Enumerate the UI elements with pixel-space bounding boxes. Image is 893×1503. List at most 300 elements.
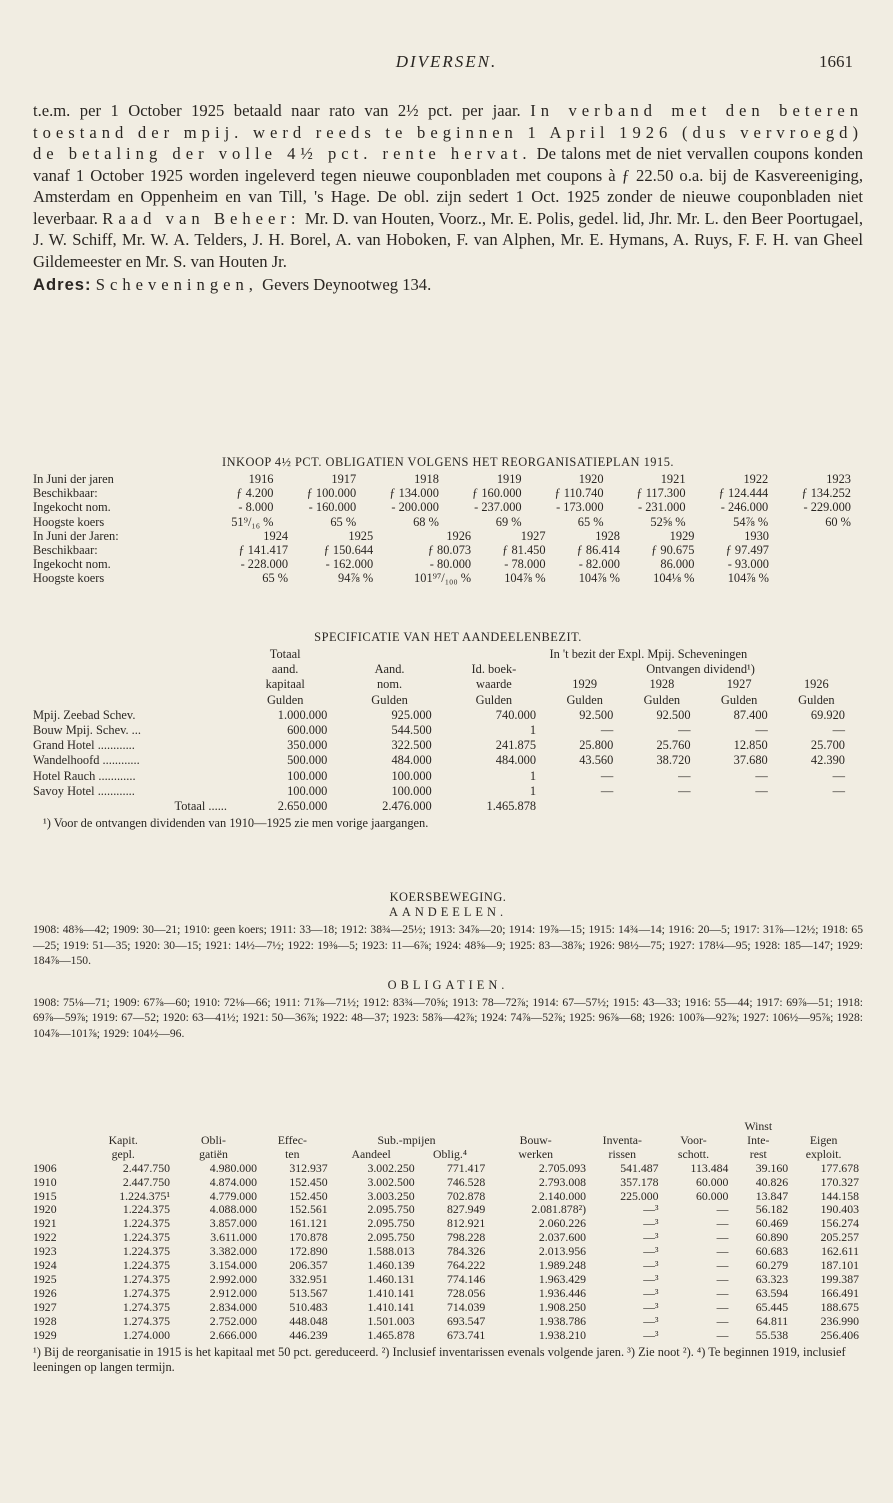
inkoop-table-1 (33, 472, 851, 529)
intro-rest: De talons met de niet vervallen coupons konden vanaf 1 October 1925 worden ingeleverd tegen nieuwe couponbladen met coupons à ƒ 22.50 o.a. bij de Kasvereeniging, Amsterdam en Oppenheim en van Till, 's Hage. De obl. zijn sedert 1 Oct. 1925 zonder de nieuwe couponbladen niet leverbaar. (33, 144, 863, 228)
column-header: gatiën (199, 1146, 228, 1161)
table-cell: 1.410.141 (367, 1299, 415, 1314)
table-cell: 63.323 (755, 1271, 789, 1286)
table-cell: 51⁹/₁₆ % (231, 514, 274, 529)
table-cell: 1 (529, 768, 537, 783)
column-header: Winst (744, 1119, 773, 1133)
table-cell: 448.048 (289, 1313, 328, 1328)
table-cell: ƒ 110.740 (554, 486, 604, 501)
column-header: Aandeel (351, 1146, 391, 1161)
column-header: rest (749, 1146, 767, 1161)
table-cell: 1929 (669, 528, 695, 543)
table-cell: ƒ 134.252 (801, 486, 851, 501)
table-cell: 322.500 (391, 738, 432, 753)
table-cell: 205.257 (820, 1230, 859, 1245)
row-label: Beschikbaar: (33, 543, 98, 558)
table-cell: 312.937 (289, 1160, 328, 1175)
table-cell: 1.936.446 (538, 1285, 587, 1300)
column-header: nom. (376, 677, 403, 692)
table-cell: 1917 (331, 472, 357, 486)
table-cell: 746.528 (446, 1174, 486, 1189)
table-cell: 101⁹⁷/₁₀₀ % (414, 571, 472, 586)
table-cell: 241.875 (495, 738, 537, 753)
table-cell: 1.460.131 (367, 1271, 415, 1286)
table-row (33, 723, 855, 738)
table-cell: 1.938.786 (538, 1313, 587, 1328)
table-row (33, 1190, 859, 1204)
table-cell: 113.484 (690, 1160, 729, 1175)
table-cell: 170.878 (289, 1230, 328, 1245)
column-header (33, 1134, 76, 1148)
table-cell: - 93.000 (727, 557, 769, 572)
table-cell: 1.000.000 (277, 707, 328, 722)
table-cell: 714.039 (446, 1299, 486, 1314)
table-cell: 65 % (330, 514, 357, 529)
column-header: Inventa- (602, 1132, 642, 1147)
table-cell: 812.921 (446, 1216, 486, 1231)
table-cell: — (755, 783, 768, 798)
balans-footnote: ¹) Bij de reorganisatie in 1915 is het kapitaal met 50 pct. gereduceerd. ²) Inclusief inventarissen evenals volgende jaren. ³) Zie noot ²). ⁴) Te beginnen 1919, inclusief leeningen op langen termijn. (33, 1344, 846, 1374)
table-cell: - 160.000 (308, 500, 357, 515)
row-label: Grand Hotel ............ (33, 738, 135, 753)
table-cell: - 228.000 (240, 557, 289, 572)
table-cell: — (716, 1230, 729, 1245)
table-cell: 1.588.013 (367, 1244, 415, 1259)
table-cell: 187.101 (820, 1258, 859, 1273)
table-cell: 64.811 (756, 1313, 789, 1328)
table-cell: 693.547 (446, 1313, 486, 1328)
table-cell: 1921 (660, 472, 686, 486)
inkoop-row (33, 557, 769, 571)
table-cell: 2.447.750 (122, 1160, 170, 1175)
table-cell: 702.878 (446, 1188, 486, 1203)
total-label: Totaal ...... (174, 799, 227, 814)
table-cell: 3.002.500 (367, 1174, 415, 1189)
table-cell: —³ (643, 1230, 659, 1245)
table-cell: 63.594 (755, 1285, 789, 1300)
table-cell: 60.000 (695, 1188, 729, 1203)
table-cell: 1 (529, 783, 537, 798)
table-cell: 2.666.000 (209, 1327, 257, 1342)
row-label: In Juni der jaren (33, 472, 114, 486)
table-cell: 199.387 (820, 1271, 859, 1286)
row-year: 1906 (33, 1160, 57, 1175)
table-cell: 256.406 (820, 1327, 859, 1342)
table-cell: 152.561 (289, 1202, 328, 1217)
column-header: Totaal (269, 647, 301, 661)
spec-section (33, 630, 863, 831)
table-cell: 925.000 (391, 707, 432, 722)
table-cell: 774.146 (446, 1271, 486, 1286)
spec-title: SPECIFICATIE VAN HET AANDEELENBEZIT. (314, 630, 582, 644)
row-label: Savoy Hotel ............ (33, 783, 135, 798)
table-cell: 60 % (825, 514, 851, 529)
table-cell: ƒ 90.675 (651, 543, 695, 558)
table-cell: 1.224.375 (122, 1244, 170, 1259)
table-cell: - 229.000 (803, 500, 851, 515)
row-year: 1925 (33, 1271, 57, 1286)
column-header: kapitaal (265, 677, 305, 692)
table-cell: 1.963.429 (538, 1271, 587, 1286)
row-label: Wandelhoofd ............ (33, 753, 140, 768)
table-cell: 798.228 (446, 1230, 486, 1245)
table-cell: ƒ 97.497 (725, 543, 769, 558)
table-row (33, 1259, 859, 1273)
obligatien-text: 1908: 75⅛—71; 1909: 67⅞—60; 1910: 72⅛—66; 1911: 71⅞—71½; 1912: 83¾—70⅝; 1913: 78—72⅞; 1914: 67—57½; 1915: 43—33; 1916: 55—44; 1917: 69⅞—51; 1918: 69⅞—59⅞; 1919: 67—52; 1920: 63—41½; 1921: 50—36⅞; 1922: 48—37; 1923: 58⅞—42⅞; 1924: 74⅞—52⅞; 1925: 96⅞—68; 1926: 100⅞—92⅞; 1927: 106½—95⅞; 1928: 104⅞—101⅞; 1929: 104½—96. (33, 995, 863, 1040)
column-header: Sub.-mpijen (377, 1132, 436, 1147)
table-cell: — (600, 768, 614, 783)
inkoop-title: INKOOP 4½ PCT. OBLIGATIEN VOLGENS HET REORGANISATIEPLAN 1915. (221, 455, 674, 469)
table-row (33, 1176, 859, 1190)
table-cell: ƒ 150.644 (323, 543, 374, 558)
table-cell: 69.920 (810, 707, 845, 722)
column-header: Gulden (371, 692, 408, 707)
inkoop-section (33, 455, 863, 586)
column-header: 1927 (726, 677, 752, 692)
table-cell: ƒ 160.000 (472, 486, 522, 501)
table-cell: 740.000 (495, 707, 537, 722)
table-cell: 513.567 (289, 1285, 328, 1300)
column-header: Gulden (798, 692, 835, 707)
table-cell: 1928 (595, 528, 620, 543)
table-cell: 104⅛ % (653, 571, 695, 586)
table-row (33, 708, 855, 723)
spec-header-row (33, 662, 855, 677)
column-header: Gulden (720, 692, 758, 707)
balans-header-row (33, 1148, 859, 1162)
adres-city: Scheveningen, (95, 275, 258, 294)
table-cell: 4.980.000 (209, 1160, 257, 1175)
table-cell: ƒ 141.417 (238, 543, 289, 558)
table-cell: 2.095.750 (367, 1230, 415, 1245)
table-cell: 1924 (263, 528, 289, 543)
inkoop-row (33, 500, 851, 514)
table-cell: 1923 (826, 472, 851, 486)
table-cell: 60.469 (755, 1216, 789, 1231)
table-cell: — (716, 1299, 729, 1314)
table-cell: 764.222 (446, 1258, 486, 1273)
table-cell: - 237.000 (474, 500, 522, 515)
table-cell: ƒ 80.073 (427, 543, 472, 558)
table-cell: 12.850 (733, 738, 768, 753)
table-cell: 2.912.000 (209, 1285, 257, 1300)
table-cell: 1.224.375 (122, 1230, 170, 1245)
row-label: Bouw Mpij. Schev. ... (33, 723, 141, 738)
table-cell: — (716, 1313, 729, 1328)
table-cell: 100.000 (391, 783, 432, 798)
table-cell: 25.800 (579, 738, 614, 753)
table-cell: 144.158 (820, 1188, 859, 1203)
row-year: 1929 (33, 1327, 57, 1342)
table-cell: 206.357 (289, 1258, 328, 1273)
balans-header-row (33, 1120, 859, 1134)
table-cell: 2.752.000 (209, 1313, 257, 1328)
table-cell: 172.890 (289, 1244, 328, 1259)
table-row (33, 1301, 859, 1315)
table-cell: ƒ 81.450 (502, 543, 546, 558)
table-cell: — (678, 783, 691, 798)
inkoop-row (33, 543, 769, 557)
column-header: Gulden (266, 692, 304, 707)
table-cell: 37.680 (733, 753, 768, 768)
table-cell: —³ (643, 1313, 659, 1328)
adres-label: Adres: (33, 275, 92, 294)
column-header: Obli- (201, 1132, 226, 1147)
column-header: Eigen (809, 1132, 838, 1147)
balans-header-row (33, 1134, 859, 1148)
table-cell: 673.741 (446, 1327, 486, 1342)
row-label: Ingekocht nom. (33, 500, 111, 515)
koers-section (33, 890, 863, 1041)
table-row (33, 1287, 859, 1301)
table-cell: ƒ 86.414 (576, 543, 620, 558)
row-year: 1921 (33, 1216, 57, 1231)
table-cell: 236.990 (820, 1313, 859, 1328)
table-cell: 56.182 (755, 1202, 789, 1217)
table-cell: —³ (643, 1202, 659, 1217)
row-label: Mpij. Zeebad Schev. (33, 707, 136, 722)
inkoop-row (33, 529, 769, 543)
table-cell: 2.081.878²) (531, 1202, 587, 1217)
table-row (33, 784, 855, 799)
table-cell: —³ (643, 1299, 659, 1314)
column-header: gepl. (111, 1146, 135, 1161)
table-cell: 500.000 (287, 753, 328, 768)
table-cell: 3.154.000 (209, 1258, 257, 1273)
table-cell: 541.487 (620, 1160, 659, 1175)
table-cell: 42.390 (810, 753, 845, 768)
table-cell: — (832, 783, 845, 798)
table-cell: ƒ 117.300 (636, 486, 686, 501)
column-header: Ontvangen dividend¹) (646, 662, 755, 677)
row-year: 1910 (33, 1174, 57, 1189)
table-cell: 162.611 (821, 1244, 859, 1259)
table-cell: 4.779.000 (209, 1188, 257, 1203)
table-cell: - 173.000 (556, 500, 604, 515)
table-cell: 2.447.750 (122, 1174, 170, 1189)
table-cell: 2.037.600 (538, 1230, 587, 1245)
table-cell: 784.326 (446, 1244, 486, 1259)
column-header: Inte- (747, 1132, 770, 1147)
table-cell: 357.178 (620, 1174, 659, 1189)
table-cell: —³ (643, 1216, 659, 1231)
table-cell: 13.847 (755, 1188, 789, 1203)
table-cell: — (755, 723, 768, 738)
column-header (33, 1148, 76, 1162)
spec-table (33, 647, 855, 814)
table-cell: 87.400 (733, 707, 768, 722)
aandeelen-title: AANDEELEN. (388, 905, 508, 919)
table-cell: — (716, 1244, 729, 1259)
table-cell: — (600, 783, 614, 798)
table-cell: — (678, 723, 691, 738)
table-cell: ƒ 124.444 (718, 486, 769, 501)
table-cell: 1916 (248, 472, 274, 486)
table-cell: 544.500 (391, 723, 432, 738)
table-cell: 350.000 (287, 738, 328, 753)
table-cell: — (716, 1327, 729, 1342)
column-header: 1926 (803, 677, 829, 692)
column-header: ten (285, 1146, 300, 1161)
table-cell: — (716, 1285, 729, 1300)
table-cell: 1.465.878 (367, 1327, 415, 1342)
column-header: rissen (608, 1146, 637, 1161)
table-cell: 177.678 (820, 1160, 859, 1175)
table-cell: 2.793.008 (538, 1174, 587, 1189)
table-cell: 3.611.000 (210, 1230, 257, 1245)
column-header (337, 647, 441, 662)
inkoop-row (33, 571, 769, 585)
table-cell: 104⅞ % (504, 571, 546, 586)
table-cell: 4.874.000 (209, 1174, 257, 1189)
column-header: Kapit. (108, 1132, 138, 1147)
table-cell: 65 % (262, 571, 289, 586)
table-cell: 2.834.000 (209, 1299, 257, 1314)
table-row (33, 1273, 859, 1287)
column-header: 1929 (572, 677, 598, 692)
inkoop-row (33, 486, 851, 500)
table-cell: 600.000 (287, 723, 328, 738)
table-cell: 38.720 (656, 753, 691, 768)
row-year: 1926 (33, 1285, 57, 1300)
table-cell: 52⅝ % (650, 514, 686, 529)
table-cell: — (832, 768, 845, 783)
table-cell: 1919 (496, 472, 522, 486)
table-cell: 54⅞ % (733, 514, 769, 529)
table-cell: 86.000 (660, 557, 695, 572)
raad-label: Raad van Beheer: (102, 208, 301, 228)
table-cell: 2.013.956 (538, 1244, 587, 1259)
row-year: 1927 (33, 1299, 57, 1314)
table-cell: 161.121 (289, 1216, 328, 1231)
column-header: aand. (271, 662, 299, 677)
table-cell: 166.491 (820, 1285, 859, 1300)
table-cell: 39.160 (755, 1160, 789, 1175)
column-header: Effec- (277, 1132, 307, 1147)
row-label: Hoogste koers (33, 571, 105, 586)
row-label: Ingekocht nom. (33, 557, 111, 572)
koers-title: KOERSBEWEGING. (389, 890, 507, 904)
table-cell: — (716, 1258, 729, 1273)
column-header: waarde (476, 677, 512, 692)
column-header: Aand. (374, 662, 405, 677)
table-cell: 1920 (578, 472, 604, 486)
table-cell: 771.417 (446, 1160, 486, 1175)
table-cell: 827.949 (446, 1202, 486, 1217)
column-header: Gulden (475, 692, 513, 707)
table-cell: - 231.000 (638, 500, 686, 515)
table-cell: 332.951 (289, 1271, 328, 1286)
table-cell: —³ (643, 1327, 659, 1342)
row-label: Hoogste koers (33, 514, 105, 529)
column-header: Voor- (680, 1132, 707, 1147)
table-cell: 60.683 (755, 1244, 789, 1259)
table-cell: — (600, 723, 614, 738)
total-value: 2.650.000 (277, 799, 328, 814)
table-cell: 1.274.375 (122, 1271, 170, 1286)
table-cell: 65 % (577, 514, 604, 529)
column-header: Oblig.⁴ (433, 1146, 467, 1161)
table-cell: 1 (529, 723, 537, 738)
table-cell: 104⅞ % (727, 571, 769, 586)
intro-spaced-text: In verband met den beteren toestand der mpij. werd reeds te beginnen 1 April 1926 (dus vervroegd) de betaling der volle 4½ pct. rente hervat. (33, 101, 863, 163)
table-cell: 1.274.000 (122, 1327, 170, 1342)
spec-header-row (33, 647, 855, 662)
table-cell: - 162.000 (325, 557, 374, 572)
table-cell: 2.140.000 (538, 1188, 587, 1203)
table-row (33, 769, 855, 784)
total-row (33, 799, 855, 814)
table-cell: 152.450 (289, 1188, 328, 1203)
table-cell: 1.908.250 (538, 1299, 587, 1314)
inkoop-table-2 (33, 529, 769, 586)
table-cell: —³ (643, 1271, 659, 1286)
table-cell: 3.382.000 (209, 1244, 257, 1259)
column-header: Id. boek- (471, 662, 517, 677)
row-label: Beschikbaar: (33, 486, 98, 501)
table-cell: 1925 (348, 528, 374, 543)
running-title: DIVERSEN. (395, 52, 498, 71)
table-cell: 60.279 (755, 1258, 789, 1273)
table-cell: — (755, 768, 768, 783)
table-cell: 100.000 (391, 768, 432, 783)
row-year: 1923 (33, 1244, 57, 1259)
table-cell: 1.274.375 (122, 1285, 170, 1300)
spec-header-row (33, 693, 855, 708)
intro-line: t.e.m. per 1 October 1925 betaald naar rato van 2½ pct. per jaar. (33, 101, 521, 120)
table-cell: —³ (643, 1285, 659, 1300)
table-cell: ƒ 4.200 (236, 486, 274, 501)
page-number: 1661 (819, 52, 853, 71)
table-cell: ƒ 100.000 (306, 486, 357, 501)
table-cell: 65.445 (755, 1299, 789, 1314)
table-cell: - 8.000 (238, 500, 274, 515)
table-cell: —³ (643, 1258, 659, 1273)
table-cell: 484.000 (391, 753, 432, 768)
spec-header-row (33, 677, 855, 692)
table-cell: 25.700 (810, 738, 845, 753)
column-header: schott. (677, 1146, 710, 1161)
balans-table (33, 1120, 859, 1343)
table-cell: — (716, 1271, 729, 1286)
table-row (33, 1315, 859, 1329)
table-row (33, 1162, 859, 1176)
table-cell: 2.095.750 (367, 1202, 415, 1217)
column-header: In 't bezit der Expl. Mpij. Scheveningen (549, 647, 748, 661)
table-cell: — (678, 768, 691, 783)
table-cell: 2.705.093 (538, 1160, 587, 1175)
table-cell: 225.000 (620, 1188, 659, 1203)
table-cell: —³ (643, 1244, 659, 1259)
spec-footnote: ¹) Voor de ontvangen dividenden van 1910—1925 zie men vorige jaargangen. (43, 816, 429, 831)
table-cell: 4.088.000 (209, 1202, 257, 1217)
table-cell: 60.890 (755, 1230, 789, 1245)
table-cell: 484.000 (495, 753, 537, 768)
inkoop-row (33, 515, 851, 529)
table-cell: 55.538 (755, 1327, 789, 1342)
table-cell: 92.500 (656, 707, 691, 722)
table-cell: 3.002.250 (367, 1160, 415, 1175)
obligatien-title: OBLIGATIEN. (387, 977, 509, 992)
row-year: 1915 (33, 1188, 57, 1203)
table-cell: 1.224.375 (122, 1258, 170, 1273)
table-cell: 156.274 (820, 1216, 859, 1231)
table-cell: 152.450 (289, 1174, 328, 1189)
table-cell: 1930 (744, 528, 769, 543)
table-row (33, 1329, 859, 1343)
table-cell: - 80.000 (429, 557, 472, 572)
table-cell: 94⅞ % (338, 571, 374, 586)
